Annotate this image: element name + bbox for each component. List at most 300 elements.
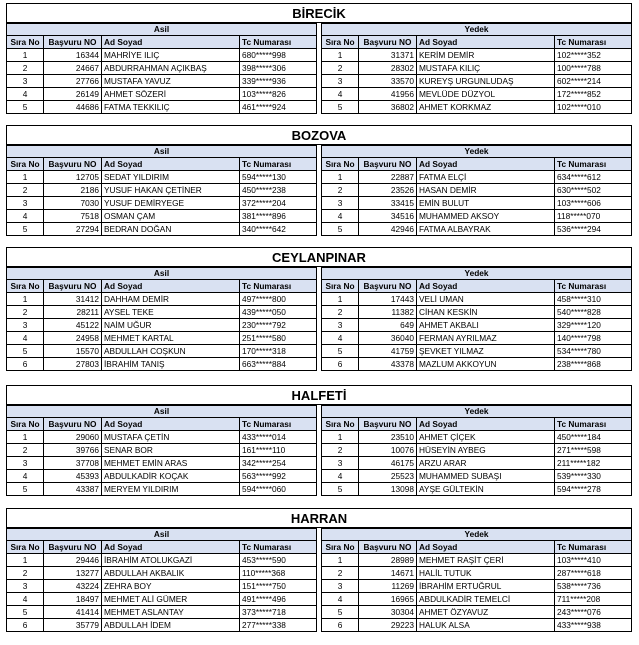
- district-title: HALFETİ: [6, 385, 632, 405]
- ad-soyad-cell: SENAR BOR: [102, 444, 240, 457]
- sira-no-cell: 1: [7, 49, 44, 62]
- sira-no-cell: 1: [322, 171, 359, 184]
- tc-no-cell: 461*****924: [240, 101, 317, 114]
- table-row: [7, 332, 317, 345]
- basvuru-no-cell: 12705: [44, 171, 102, 184]
- district-tables: [6, 267, 632, 371]
- table-row: [322, 580, 632, 593]
- group-header-row: [7, 146, 317, 158]
- table-row: [7, 62, 317, 75]
- sira-no-cell: 6: [7, 619, 44, 632]
- column-header-tc-no: Tc Numarası: [240, 158, 317, 171]
- column-header-row: [322, 158, 632, 171]
- table-row: [7, 554, 317, 567]
- column-header-sira-no: Sıra No: [7, 418, 44, 431]
- group-header-row: [322, 146, 632, 158]
- basvuru-no-cell: 649: [359, 319, 417, 332]
- column-header-sira-no: Sıra No: [322, 541, 359, 554]
- table-row: [7, 49, 317, 62]
- table-row: [7, 431, 317, 444]
- basvuru-no-cell: 15570: [44, 345, 102, 358]
- basvuru-no-cell: 11269: [359, 580, 417, 593]
- basvuru-no-cell: 43387: [44, 483, 102, 496]
- sira-no-cell: 3: [322, 197, 359, 210]
- tc-no-cell: 630*****502: [555, 184, 632, 197]
- column-header-basvuru-no: Başvuru NO: [359, 158, 417, 171]
- basvuru-no-cell: 16344: [44, 49, 102, 62]
- tc-no-cell: 103*****606: [555, 197, 632, 210]
- sira-no-cell: 2: [7, 444, 44, 457]
- column-header-ad-soyad: Ad Soyad: [102, 36, 240, 49]
- district-tables: [6, 528, 632, 632]
- column-header-row: [7, 280, 317, 293]
- table-row: [7, 358, 317, 371]
- ad-soyad-cell: EMİN BULUT: [417, 197, 555, 210]
- sira-no-cell: 5: [322, 101, 359, 114]
- table-row: [7, 210, 317, 223]
- basvuru-no-cell: 37708: [44, 457, 102, 470]
- table-row: [7, 171, 317, 184]
- district-section: [6, 125, 632, 236]
- column-header-row: [322, 36, 632, 49]
- basvuru-no-cell: 27294: [44, 223, 102, 236]
- tc-no-cell: 140*****798: [555, 332, 632, 345]
- sira-no-cell: 1: [7, 171, 44, 184]
- tc-no-cell: 339*****936: [240, 75, 317, 88]
- column-header-basvuru-no: Başvuru NO: [359, 36, 417, 49]
- sira-no-cell: 4: [322, 470, 359, 483]
- basvuru-no-cell: 33570: [359, 75, 417, 88]
- tc-no-cell: 458*****310: [555, 293, 632, 306]
- tc-no-cell: 491*****496: [240, 593, 317, 606]
- sira-no-cell: 2: [322, 62, 359, 75]
- table-row: [7, 293, 317, 306]
- table-row: [7, 306, 317, 319]
- ad-soyad-cell: MEVLÜDE DÜZYOL: [417, 88, 555, 101]
- table-row: [322, 62, 632, 75]
- sira-no-cell: 3: [322, 580, 359, 593]
- group-header-row: [322, 24, 632, 36]
- sira-no-cell: 1: [322, 554, 359, 567]
- table-row: [322, 319, 632, 332]
- ad-soyad-cell: MUHAMMED AKSOY: [417, 210, 555, 223]
- column-header-row: [7, 158, 317, 171]
- ad-soyad-cell: AHMET KORKMAZ: [417, 101, 555, 114]
- yedek-group-label: Yedek: [322, 268, 632, 280]
- sira-no-cell: 5: [322, 483, 359, 496]
- basvuru-no-cell: 41759: [359, 345, 417, 358]
- tc-no-cell: 230*****792: [240, 319, 317, 332]
- tc-no-cell: 251*****580: [240, 332, 317, 345]
- district-tables: [6, 405, 632, 496]
- ad-soyad-cell: MEHMET RAŞİT ÇERİ: [417, 554, 555, 567]
- table-row: [322, 101, 632, 114]
- asil-table: [6, 405, 317, 496]
- table-row: [322, 470, 632, 483]
- basvuru-no-cell: 29223: [359, 619, 417, 632]
- ad-soyad-cell: YUSUF HAKAN ÇETİNER: [102, 184, 240, 197]
- district-section: [6, 3, 632, 114]
- sira-no-cell: 4: [7, 332, 44, 345]
- column-header-basvuru-no: Başvuru NO: [44, 418, 102, 431]
- sira-no-cell: 3: [7, 319, 44, 332]
- sira-no-cell: 2: [322, 306, 359, 319]
- basvuru-no-cell: 23510: [359, 431, 417, 444]
- basvuru-no-cell: 41414: [44, 606, 102, 619]
- sira-no-cell: 1: [7, 431, 44, 444]
- sira-no-cell: 4: [322, 593, 359, 606]
- ad-soyad-cell: SEDAT YILDIRIM: [102, 171, 240, 184]
- district-title: BİRECİK: [6, 3, 632, 23]
- asil-group-label: Asil: [7, 146, 317, 158]
- tc-no-cell: 102*****352: [555, 49, 632, 62]
- group-header-row: [7, 268, 317, 280]
- basvuru-no-cell: 23526: [359, 184, 417, 197]
- column-header-row: [322, 418, 632, 431]
- tc-no-cell: 100*****788: [555, 62, 632, 75]
- tc-no-cell: 594*****060: [240, 483, 317, 496]
- ad-soyad-cell: MERYEM YILDIRIM: [102, 483, 240, 496]
- ad-soyad-cell: ABDULLAH İDEM: [102, 619, 240, 632]
- ad-soyad-cell: MAZLUM AKKOYUN: [417, 358, 555, 371]
- sira-no-cell: 1: [322, 431, 359, 444]
- column-header-tc-no: Tc Numarası: [555, 418, 632, 431]
- asil-table: [6, 528, 317, 632]
- table-row: [322, 457, 632, 470]
- sira-no-cell: 5: [322, 345, 359, 358]
- sira-no-cell: 2: [322, 444, 359, 457]
- column-header-basvuru-no: Başvuru NO: [44, 158, 102, 171]
- table-row: [7, 75, 317, 88]
- table-row: [322, 210, 632, 223]
- table-row: [322, 293, 632, 306]
- ad-soyad-cell: ZEHRA BOY: [102, 580, 240, 593]
- tc-no-cell: 663*****884: [240, 358, 317, 371]
- column-header-tc-no: Tc Numarası: [555, 36, 632, 49]
- asil-table: [6, 267, 317, 371]
- basvuru-no-cell: 30304: [359, 606, 417, 619]
- basvuru-no-cell: 44686: [44, 101, 102, 114]
- basvuru-no-cell: 29446: [44, 554, 102, 567]
- basvuru-no-cell: 22887: [359, 171, 417, 184]
- ad-soyad-cell: AHMET ÖZYAVUZ: [417, 606, 555, 619]
- column-header-ad-soyad: Ad Soyad: [102, 280, 240, 293]
- column-header-sira-no: Sıra No: [322, 158, 359, 171]
- basvuru-no-cell: 36040: [359, 332, 417, 345]
- yedek-group-label: Yedek: [322, 146, 632, 158]
- basvuru-no-cell: 28211: [44, 306, 102, 319]
- ad-soyad-cell: FERMAN AYRILMAZ: [417, 332, 555, 345]
- ad-soyad-cell: İBRAHİM ATOLUKGAZİ: [102, 554, 240, 567]
- sira-no-cell: 2: [7, 567, 44, 580]
- basvuru-no-cell: 43224: [44, 580, 102, 593]
- sira-no-cell: 2: [322, 567, 359, 580]
- district-title: BOZOVA: [6, 125, 632, 145]
- ad-soyad-cell: ABDULKADİR KOÇAK: [102, 470, 240, 483]
- column-header-sira-no: Sıra No: [7, 280, 44, 293]
- table-row: [322, 345, 632, 358]
- ad-soyad-cell: NAİM UĞUR: [102, 319, 240, 332]
- asil-table: [6, 145, 317, 236]
- basvuru-no-cell: 24958: [44, 332, 102, 345]
- table-row: [7, 101, 317, 114]
- table-row: [7, 88, 317, 101]
- tc-no-cell: 161*****110: [240, 444, 317, 457]
- column-header-sira-no: Sıra No: [7, 158, 44, 171]
- tc-no-cell: 540*****828: [555, 306, 632, 319]
- ad-soyad-cell: İBRAHİM ERTUĞRUL: [417, 580, 555, 593]
- tc-no-cell: 211*****182: [555, 457, 632, 470]
- ad-soyad-cell: HALUK ALSA: [417, 619, 555, 632]
- column-header-sira-no: Sıra No: [322, 418, 359, 431]
- group-header-row: [7, 24, 317, 36]
- ad-soyad-cell: ABDULLAH AKBALIK: [102, 567, 240, 580]
- sira-no-cell: 3: [322, 75, 359, 88]
- tc-no-cell: 634*****612: [555, 171, 632, 184]
- tc-no-cell: 539*****330: [555, 470, 632, 483]
- ad-soyad-cell: MUSTAFA ÇETİN: [102, 431, 240, 444]
- ad-soyad-cell: OSMAN ÇAM: [102, 210, 240, 223]
- table-row: [322, 554, 632, 567]
- district-tables: [6, 23, 632, 114]
- column-header-ad-soyad: Ad Soyad: [417, 36, 555, 49]
- basvuru-no-cell: 25523: [359, 470, 417, 483]
- ad-soyad-cell: MUHAMMED SUBAŞI: [417, 470, 555, 483]
- group-header-row: [7, 529, 317, 541]
- tc-no-cell: 243*****076: [555, 606, 632, 619]
- ad-soyad-cell: AHMET SÖZERİ: [102, 88, 240, 101]
- ad-soyad-cell: MEHMET KARTAL: [102, 332, 240, 345]
- ad-soyad-cell: MEHMET EMİN ARAS: [102, 457, 240, 470]
- table-row: [322, 88, 632, 101]
- column-header-ad-soyad: Ad Soyad: [417, 541, 555, 554]
- column-header-row: [7, 541, 317, 554]
- tc-no-cell: 340*****642: [240, 223, 317, 236]
- ad-soyad-cell: HASAN DEMİR: [417, 184, 555, 197]
- column-header-ad-soyad: Ad Soyad: [102, 541, 240, 554]
- ad-soyad-cell: HÜSEYİN AYBEG: [417, 444, 555, 457]
- tc-no-cell: 563*****992: [240, 470, 317, 483]
- table-row: [322, 593, 632, 606]
- ad-soyad-cell: MUSTAFA YAVUZ: [102, 75, 240, 88]
- ad-soyad-cell: YUSUF DEMİRYEGE: [102, 197, 240, 210]
- basvuru-no-cell: 27766: [44, 75, 102, 88]
- ad-soyad-cell: İBRAHİM TANIŞ: [102, 358, 240, 371]
- table-row: [322, 606, 632, 619]
- group-header-row: [7, 406, 317, 418]
- table-row: [322, 483, 632, 496]
- table-row: [7, 619, 317, 632]
- sira-no-cell: 2: [7, 184, 44, 197]
- yedek-table: [321, 23, 632, 114]
- group-header-row: [322, 529, 632, 541]
- sira-no-cell: 3: [7, 580, 44, 593]
- sira-no-cell: 5: [322, 223, 359, 236]
- sira-no-cell: 3: [7, 457, 44, 470]
- ad-soyad-cell: CİHAN KESKİN: [417, 306, 555, 319]
- basvuru-no-cell: 14671: [359, 567, 417, 580]
- column-header-sira-no: Sıra No: [7, 541, 44, 554]
- ad-soyad-cell: MUSTAFA KILIÇ: [417, 62, 555, 75]
- yedek-group-label: Yedek: [322, 24, 632, 36]
- basvuru-no-cell: 13098: [359, 483, 417, 496]
- column-header-sira-no: Sıra No: [322, 36, 359, 49]
- column-header-row: [322, 280, 632, 293]
- ad-soyad-cell: MEHMET ALİ GÜMER: [102, 593, 240, 606]
- district-section: [6, 247, 632, 371]
- basvuru-no-cell: 17443: [359, 293, 417, 306]
- group-header-row: [322, 268, 632, 280]
- sira-no-cell: 5: [7, 223, 44, 236]
- yedek-table: [321, 267, 632, 371]
- sira-no-cell: 4: [322, 332, 359, 345]
- tc-no-cell: 238*****868: [555, 358, 632, 371]
- tc-no-cell: 342*****254: [240, 457, 317, 470]
- sira-no-cell: 6: [322, 358, 359, 371]
- ad-soyad-cell: ARZU ARAR: [417, 457, 555, 470]
- basvuru-no-cell: 26149: [44, 88, 102, 101]
- basvuru-no-cell: 45122: [44, 319, 102, 332]
- sira-no-cell: 2: [7, 306, 44, 319]
- sira-no-cell: 6: [7, 358, 44, 371]
- ad-soyad-cell: BEDRAN DOĞAN: [102, 223, 240, 236]
- tc-no-cell: 602*****214: [555, 75, 632, 88]
- table-row: [7, 593, 317, 606]
- tc-no-cell: 680*****998: [240, 49, 317, 62]
- table-row: [322, 49, 632, 62]
- table-row: [322, 444, 632, 457]
- table-row: [322, 197, 632, 210]
- sira-no-cell: 3: [322, 319, 359, 332]
- column-header-tc-no: Tc Numarası: [555, 280, 632, 293]
- table-row: [7, 197, 317, 210]
- ad-soyad-cell: AYŞE GÜLTEKİN: [417, 483, 555, 496]
- table-row: [322, 431, 632, 444]
- ad-soyad-cell: ABDURRAHMAN AÇIKBAŞ: [102, 62, 240, 75]
- tc-no-cell: 277*****338: [240, 619, 317, 632]
- sira-no-cell: 5: [7, 345, 44, 358]
- table-row: [7, 606, 317, 619]
- column-header-ad-soyad: Ad Soyad: [417, 280, 555, 293]
- table-row: [322, 567, 632, 580]
- column-header-row: [7, 36, 317, 49]
- sira-no-cell: 1: [7, 293, 44, 306]
- ad-soyad-cell: MAHRİYE ILIÇ: [102, 49, 240, 62]
- basvuru-no-cell: 7518: [44, 210, 102, 223]
- table-row: [322, 184, 632, 197]
- sira-no-cell: 2: [7, 62, 44, 75]
- basvuru-no-cell: 2186: [44, 184, 102, 197]
- asil-group-label: Asil: [7, 268, 317, 280]
- basvuru-no-cell: 46175: [359, 457, 417, 470]
- tc-no-cell: 287*****618: [555, 567, 632, 580]
- sira-no-cell: 1: [7, 554, 44, 567]
- ad-soyad-cell: KERİM DEMİR: [417, 49, 555, 62]
- table-row: [322, 619, 632, 632]
- sira-no-cell: 4: [7, 593, 44, 606]
- column-header-tc-no: Tc Numarası: [240, 541, 317, 554]
- table-row: [322, 171, 632, 184]
- yedek-group-label: Yedek: [322, 529, 632, 541]
- table-row: [7, 580, 317, 593]
- tc-no-cell: 170*****318: [240, 345, 317, 358]
- basvuru-no-cell: 31371: [359, 49, 417, 62]
- basvuru-no-cell: 41956: [359, 88, 417, 101]
- ad-soyad-cell: KUREYŞ URGUNLUDAŞ: [417, 75, 555, 88]
- basvuru-no-cell: 35779: [44, 619, 102, 632]
- basvuru-no-cell: 29060: [44, 431, 102, 444]
- column-header-basvuru-no: Başvuru NO: [359, 280, 417, 293]
- table-row: [322, 75, 632, 88]
- ad-soyad-cell: AHMET ÇİÇEK: [417, 431, 555, 444]
- basvuru-no-cell: 11382: [359, 306, 417, 319]
- ad-soyad-cell: ABDULLAH COŞKUN: [102, 345, 240, 358]
- asil-group-label: Asil: [7, 529, 317, 541]
- yedek-table: [321, 528, 632, 632]
- basvuru-no-cell: 7030: [44, 197, 102, 210]
- tc-no-cell: 373*****718: [240, 606, 317, 619]
- column-header-basvuru-no: Başvuru NO: [44, 36, 102, 49]
- tc-no-cell: 497*****800: [240, 293, 317, 306]
- sira-no-cell: 1: [322, 293, 359, 306]
- table-row: [7, 319, 317, 332]
- table-row: [7, 470, 317, 483]
- tc-no-cell: 172*****852: [555, 88, 632, 101]
- tc-no-cell: 453*****590: [240, 554, 317, 567]
- asil-group-label: Asil: [7, 406, 317, 418]
- sira-no-cell: 4: [322, 88, 359, 101]
- column-header-basvuru-no: Başvuru NO: [359, 418, 417, 431]
- column-header-tc-no: Tc Numarası: [555, 158, 632, 171]
- sira-no-cell: 3: [7, 75, 44, 88]
- group-header-row: [322, 406, 632, 418]
- column-header-basvuru-no: Başvuru NO: [44, 280, 102, 293]
- table-row: [7, 444, 317, 457]
- district-title: CEYLANPINAR: [6, 247, 632, 267]
- ad-soyad-cell: FATMA ELÇİ: [417, 171, 555, 184]
- tc-no-cell: 534*****780: [555, 345, 632, 358]
- tc-no-cell: 398*****306: [240, 62, 317, 75]
- sira-no-cell: 6: [322, 619, 359, 632]
- column-header-tc-no: Tc Numarası: [240, 280, 317, 293]
- ad-soyad-cell: FATMA TEKKILIÇ: [102, 101, 240, 114]
- basvuru-no-cell: 36802: [359, 101, 417, 114]
- ad-soyad-cell: MEHMET ASLANTAY: [102, 606, 240, 619]
- asil-table: [6, 23, 317, 114]
- sira-no-cell: 4: [7, 210, 44, 223]
- basvuru-no-cell: 24667: [44, 62, 102, 75]
- ad-soyad-cell: VELİ UMAN: [417, 293, 555, 306]
- tc-no-cell: 118*****070: [555, 210, 632, 223]
- table-row: [322, 332, 632, 345]
- tc-no-cell: 329*****120: [555, 319, 632, 332]
- ad-soyad-cell: AHMET AKBALI: [417, 319, 555, 332]
- sira-no-cell: 5: [7, 101, 44, 114]
- district-tables: [6, 145, 632, 236]
- yedek-table: [321, 145, 632, 236]
- sira-no-cell: 1: [322, 49, 359, 62]
- sira-no-cell: 5: [322, 606, 359, 619]
- basvuru-no-cell: 33415: [359, 197, 417, 210]
- column-header-tc-no: Tc Numarası: [555, 541, 632, 554]
- column-header-basvuru-no: Başvuru NO: [359, 541, 417, 554]
- tc-no-cell: 433*****938: [555, 619, 632, 632]
- basvuru-no-cell: 43378: [359, 358, 417, 371]
- tc-no-cell: 271*****598: [555, 444, 632, 457]
- column-header-ad-soyad: Ad Soyad: [102, 418, 240, 431]
- sira-no-cell: 5: [7, 483, 44, 496]
- district-section: [6, 508, 632, 632]
